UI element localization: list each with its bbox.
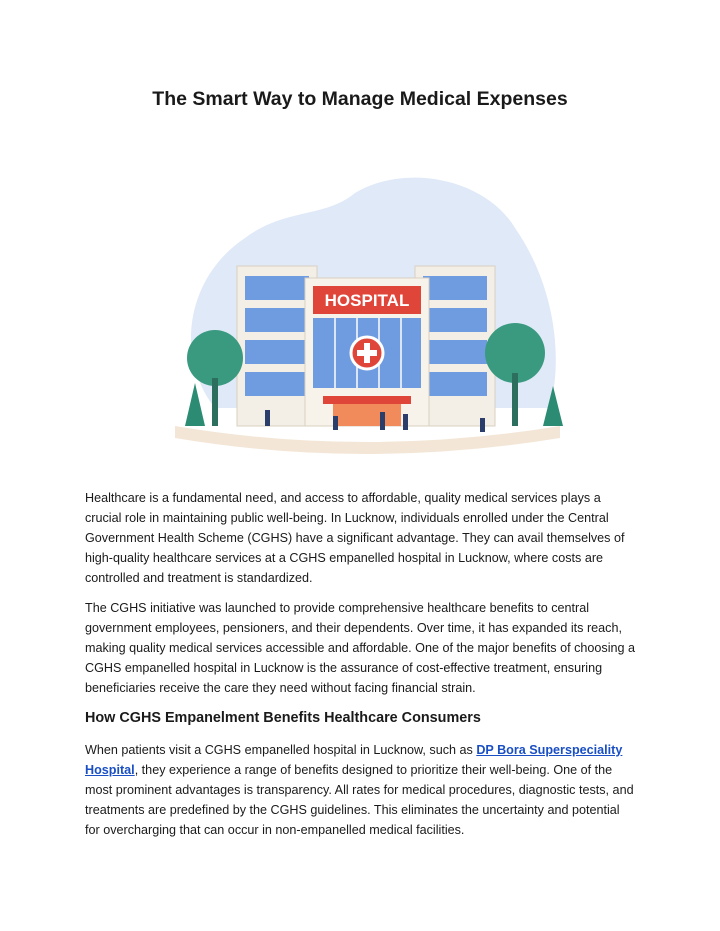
hospital-sign: HOSPITAL: [324, 291, 410, 310]
hospital-illustration: [155, 158, 575, 470]
paragraph: [85, 740, 637, 840]
paragraph: Healthcare is a fundamental need, and access to affordable, quality medical services plays a crucial role in maintaining public well-being. In Lucknow, individuals enrolled under the Central Government Health Scheme (CGHS) have a significant advantage. They can avail themselves of high-quality healthcare services at a CGHS empanelled hospital in Lucknow, where costs are controlled and treatment is standardized.: [85, 491, 625, 585]
page-title: The Smart Way to Manage Medical Expenses: [152, 88, 568, 110]
article-body: [85, 488, 637, 850]
paragraph: The CGHS initiative was launched to provide comprehensive healthcare benefits to central government employees, pensioners, and their dependents. Over time, it has expanded its reach, making quality medical services accessible and affordable. One of the major benefits of choosing a CGHS empanelled hospital in Lucknow is the assurance of cost-effective treatment, ensuring beneficiaries receive the care they need without facing financial strain.: [85, 601, 635, 695]
paragraph-text: When patients visit a CGHS empanelled hospital in Lucknow, such as: [85, 743, 477, 757]
paragraph-text: , they experience a range of benefits designed to prioritize their well-being. One of the most prominent advantages is transparency. All rates for medical procedures, diagnostic tests, and treatments are predefined by the CGHS guidelines. This eliminates the uncertainty and potential for overcharging that can occur in non-empanelled medical facilities.: [85, 763, 634, 837]
hospital-link[interactable]: DP Bora Superspeciality Hospital: [85, 743, 623, 777]
section-heading: How CGHS Empanelment Benefits Healthcare Consumers: [85, 710, 481, 726]
